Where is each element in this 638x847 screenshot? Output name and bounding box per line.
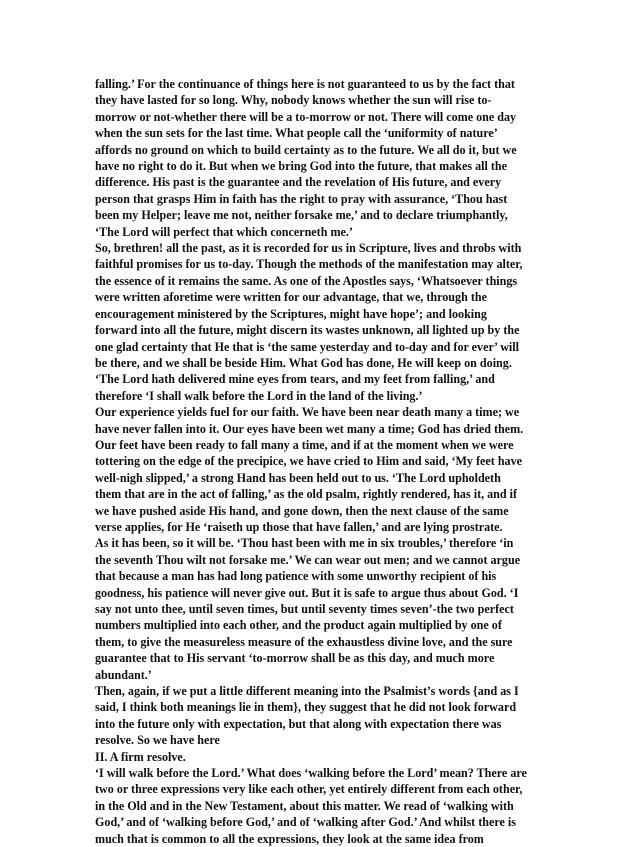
text-line: abundant.’: [95, 667, 152, 682]
text-line: Our feet have been ready to fall many a time, and if at the moment when we were: [95, 437, 514, 452]
text-line: Our experience yields fuel for our faith. We have been near death many a time; we: [95, 405, 520, 420]
text-line: resolve. So we have here: [95, 733, 220, 748]
text-line: So, brethren! all the past, as it is recorded for us in Scripture, lives and throbs with: [95, 241, 522, 256]
text-line: affords no ground on which to build certainty as to the future. We all do it, but we: [95, 142, 517, 157]
text-line: two or three expressions very like each other, yet entirely different from each other,: [95, 782, 523, 797]
text-line: forward into all the future, might discern its wastes unknown, all lighted up by the: [95, 323, 520, 338]
text-line: we have pushed aside His hand, and gone down, then the next clause of the same: [95, 503, 509, 518]
text-line: ‘I will walk before the Lord.’ What does ‘walking before the Lord’ mean? There are: [95, 766, 527, 781]
text-line: been my Helper; leave me not, neither forsake me,’ and to declare triumphantly,: [95, 208, 508, 223]
text-line: have no right to do it. But when we bring God into the future, that makes all the: [95, 159, 507, 174]
text-line: have never fallen into it. Our eyes have been wet many a time; God has dried them.: [95, 421, 524, 436]
text-line: when the sun sets for the last time. What people call the ‘uniformity of nature’: [95, 126, 498, 141]
text-line: well-nigh slipped,’ a strong Hand has been held out to us. ‘The Lord upholdeth: [95, 470, 501, 485]
text-line: falling.’ For the continuance of things here is not guaranteed to us by the fact that: [95, 77, 515, 91]
text-line: the seventh Thou wilt not forsake me.’ We can wear out men; and we cannot argue: [95, 552, 521, 567]
text-line: person that grasps Him in faith has the right to pray with assurance, ‘Thou hast: [95, 191, 508, 206]
text-line: goodness, his patience will never give out. But it is safe to argue thus about God. ‘I: [95, 585, 519, 600]
text-line: God,’ and of ‘walking before God,’ and of ‘walking after God.’ And whilst there is: [95, 815, 516, 830]
text-line: said, I think both meanings lie in them}, they suggest that he did not look forward: [95, 700, 517, 715]
text-line: ‘The Lord hath delivered mine eyes from tears, and my feet from falling,’ and: [95, 372, 495, 387]
text-line: them that are in the act of falling,’ as the old psalm, rightly rendered, has it, and if: [95, 487, 518, 502]
text-line: ‘The Lord will perfect that which concerneth me.’: [95, 224, 353, 239]
text-line: that because a man has had long patience with some unworthy recipient of his: [95, 569, 497, 584]
text-line: guarantee that to His servant ‘to-morrow shall be as this day, and much more: [95, 651, 495, 666]
text-line: into the future only with expectation, but that along with expectation there was: [95, 716, 502, 731]
text-line: in the Old and in the New Testament, about this matter. We read of ‘walking with: [95, 798, 514, 813]
text-line: one glad certainty that He that is ‘the same yesterday and to-day and for ever’ will: [95, 339, 520, 354]
text-line: the essence of it remains the same. As one of the Apostles says, ‘Whatsoever things: [95, 273, 518, 288]
text-line: verse applies, for He ‘raiseth up those that have fallen,’ and are lying prostrate.: [95, 519, 503, 534]
text-line: II. A firm resolve.: [95, 749, 186, 764]
text-line: therefore ‘I shall walk before the Lord in the land of the living.’: [95, 388, 423, 403]
text-line: say not unto thee, until seven times, but until seventy times seven’-the two perfect: [95, 602, 514, 616]
text-line: morrow or not-whether there will be a to-morrow or not. There will come one day: [95, 109, 517, 124]
document-page: [95, 76, 545, 847]
text-line: much that is common to all the expressions, they look at the same idea from: [95, 831, 484, 846]
text-line: faithful promises for us to-day. Though the methods of the manifestation may alter,: [95, 257, 523, 272]
text-line: difference. His past is the guarantee and the revelation of His future, and every: [95, 175, 502, 190]
text-line: tottering on the edge of the precipice, we have cried to Him and said, ‘My feet have: [95, 454, 523, 469]
text-line: they have lasted for so long. Why, nobody knows whether the sun will rise to-: [95, 93, 492, 108]
text-line: Then, again, if we put a little different meaning into the Psalmist’s words {and as I: [95, 684, 519, 699]
text-line: were written aforetime were written for our advantage, that we, through the: [95, 290, 487, 305]
text-line: As it has been, so it will be. ‘Thou hast been with me in six troubles,’ therefore ‘in: [95, 536, 514, 551]
text-line: be there, and we shall be beside Him. What God has done, He will keep on doing.: [95, 355, 512, 370]
text-line: encouragement ministered by the Scriptures, might have hope’; and looking: [95, 306, 487, 321]
text-line: them, to give the measureless measure of the exhaustless divine love, and the sure: [95, 634, 513, 649]
text-line: numbers multiplied into each other, and the product again multiplied by one of: [95, 618, 502, 633]
